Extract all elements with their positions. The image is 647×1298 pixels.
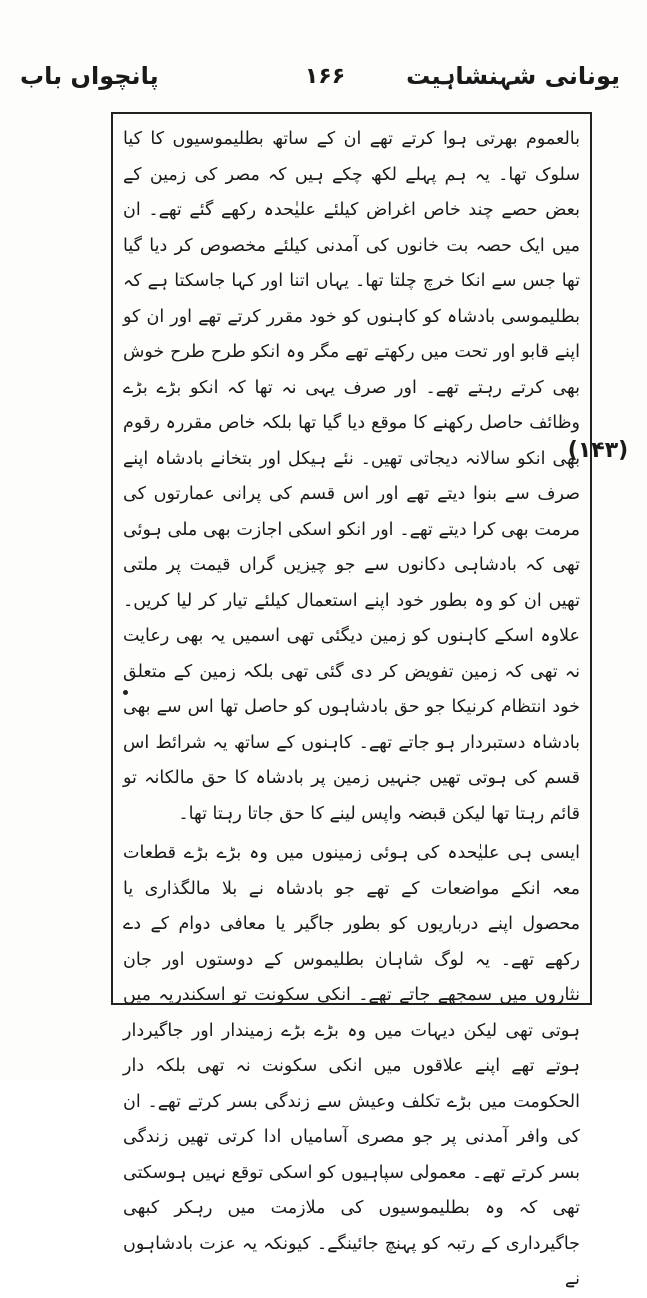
book-title: یونانی شہنشاہیت <box>406 62 620 90</box>
paragraph-marker <box>123 690 128 695</box>
paragraph-2: ایسی ہی علیٰحدہ کی ہوئی زمینوں میں وہ بڑے بڑے قطعات معہ انکے مواضعات کے تھے جو بادشاہ نے بلا مالگذاری یا محصول اپنے درباریوں کو بطور جاگیر یا معافی دوام کے دے رکھے تھے۔ یہ لوگ شاہان بطلیموس کے دوستوں اور جان نثاروں میں سمجھے جاتے تھے۔ انکی سکونت تو اسکندریہ میں ہوتی تھی لیکن دیہات میں وہ بڑے بڑے زمیندار اور جاگیردار ہوتے تھے اپنے علاقوں میں انکی سکونت نہ تھی بلکہ دار الحکومت میں بڑے تکلف وعیش سے زندگی بسر کرتے تھے۔ ان کی وافر آمدنی پر جو مصری آسامیاں ادا کرتی تھیں زندگی بسر کرتے تھے۔ معمولی سپاہیوں کو اسکی توقع نہیں ہوسکتی تھی کہ وہ بطلیموسیوں کی ملازمت میں رہکر کبھی جاگیرداری کے رتبہ کو پہنچ جائینگے۔ کیونکہ یہ عزت بادشاہوں نے <box>123 843 580 1289</box>
paragraph-1: بالعموم بھرتی ہوا کرتے تھے ان کے ساتھ بطلیموسیوں کا کیا سلوک تھا۔ یہ ہم پہلے لکھ چکے ہیں کہ مصر کی زمین کے بعض حصے چند خاص اغراض کیلئے علیٰحدہ رکھے گئے تھے۔ ان میں ایک حصہ بت خانوں کی آمدنی کیلئے مخصوص کر دیا گیا تھا جس سے انکا خرچ چلتا تھا۔ یہاں اتنا اور کہا جاسکتا ہے کہ بطلیموسی بادشاہ کو کاہنوں کو خود مقرر کرتے تھے اور ان کو اپنے قابو اور تحت میں رکھتے تھے مگر وہ انکو طرح طرح خوش بھی کرتے رہتے تھے۔ اور صرف یہی نہ تھا کہ انکو بڑے بڑے وظائف حاصل رکھنے کا موقع دیا گیا تھا بلکہ خاص مقررہ رقوم بھی انکو سالانہ دیجاتی تھیں۔ نئے ہیکل اور بتخانے بادشاہ اپنے صرف سے بنوا دیتے تھے اور اس قسم کی پرانی عمارتوں کی مرمت بھی کرا دیتے تھے۔ اور انکو اسکی اجازت بھی ملی ہوئی تھی کہ بادشاہی دکانوں سے جو چیزیں گراں قیمت پر ملتی تھیں ان کو وہ بطور خود اپنے استعمال کیلئے تیار کر لیا کریں۔ علاوہ اسکے کاہنوں کو زمین دیگئی تھی اسمیں یہ بھی رعایت نہ تھی کہ زمین تفویض کر دی گئی تھی بلکہ زمین کے متعلق خود انتظام کرنیکا جو حق بادشاہوں کو حاصل تھا اس سے بھی بادشاہ دستبردار ہو جاتے تھے۔ کاہنوں کے ساتھ یہ شرائط اس قسم کی ہوتی تھیں جنہیں زمین پر بادشاہ کا حق مالکانہ تو قائم رہتا تھا لیکن قبضہ واپس لینے کا حق جاتا رہتا تھا۔ <box>123 129 580 824</box>
page-header <box>20 58 620 98</box>
page-number: ۱۶۶ <box>304 64 346 89</box>
chapter-title: پانچواں باب <box>20 62 159 90</box>
margin-note: (۱۴۳) <box>567 438 629 463</box>
text-frame <box>111 112 592 1289</box>
